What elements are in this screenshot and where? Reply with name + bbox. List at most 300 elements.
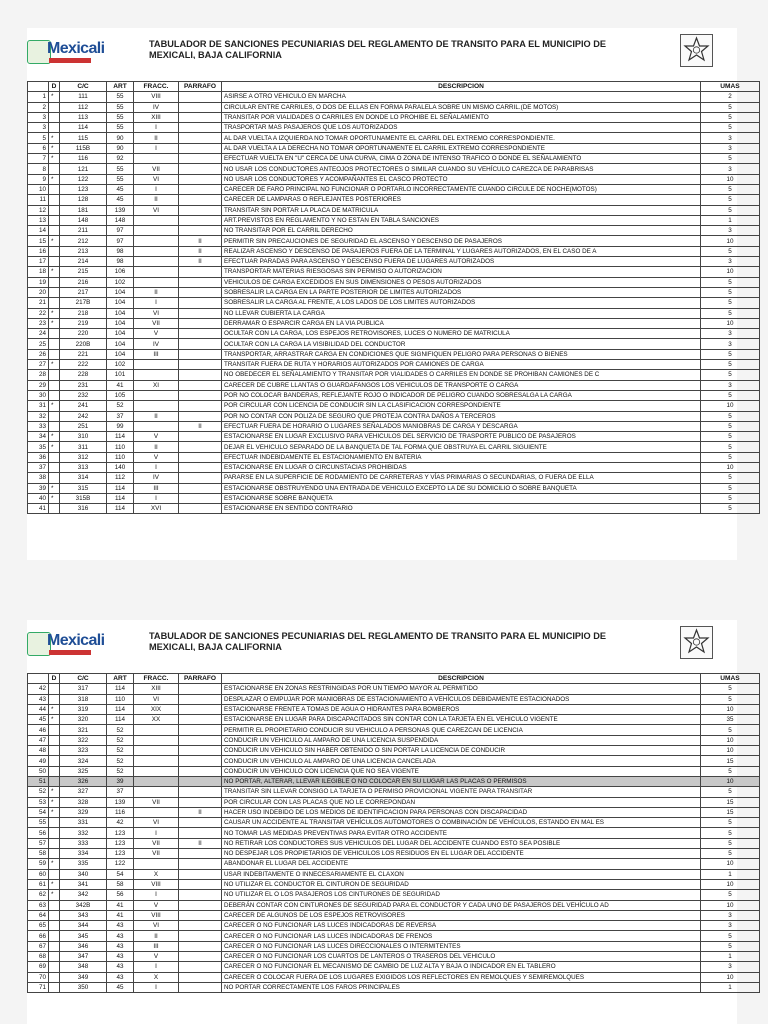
cell-cc-code: 312	[60, 452, 107, 462]
cell-article: 45	[107, 184, 134, 194]
cell-paragraph: II	[179, 257, 222, 267]
cell-d-flag	[49, 298, 60, 308]
cell-cc-code: 340	[60, 869, 107, 879]
header-description: DESCRIPCION	[222, 82, 701, 92]
cell-row-number: 8	[28, 164, 49, 174]
cell-cc-code: 112	[60, 102, 107, 112]
cell-row-number: 39	[28, 483, 49, 493]
cell-article: 37	[107, 411, 134, 421]
cell-d-flag	[49, 329, 60, 339]
cell-paragraph	[179, 195, 222, 205]
cell-description: CARECER O COLOCAR FUERA DE LOS LUGARES EXIGIDOS LOS REFLECTORES EN REMOLQUES Y SEMIREMOLQUES	[222, 972, 701, 982]
cell-cc-code: 329	[60, 807, 107, 817]
cell-umas: 5	[701, 828, 760, 838]
cell-d-flag: *	[49, 787, 60, 797]
cell-d-flag	[49, 411, 60, 421]
cell-paragraph	[179, 370, 222, 380]
cell-article: 99	[107, 421, 134, 431]
cell-d-flag: *	[49, 360, 60, 370]
mexicali-logo	[27, 36, 105, 66]
cell-umas: 3	[701, 257, 760, 267]
cell-umas: 15	[701, 756, 760, 766]
cell-article: 104	[107, 339, 134, 349]
table-row	[28, 735, 760, 745]
cell-row-number: 5	[28, 133, 49, 143]
cell-umas: 3	[701, 380, 760, 390]
cell-fraction: IV	[134, 102, 179, 112]
cell-fraction: VI	[134, 921, 179, 931]
table-row	[28, 473, 760, 483]
cell-fraction	[134, 401, 179, 411]
cell-row-number: 62	[28, 890, 49, 900]
cell-umas: 3	[701, 164, 760, 174]
cell-row-number: 44	[28, 704, 49, 714]
cell-article: 55	[107, 102, 134, 112]
cell-article: 55	[107, 164, 134, 174]
cell-umas: 3	[701, 133, 760, 143]
cell-cc-code: 219	[60, 318, 107, 328]
cell-description: OCULTAR CON LA CARGA, LOS ESPEJOS RETROVISORES, LUCES O NUMERO DE MATRICULA	[222, 329, 701, 339]
cell-cc-code: 211	[60, 226, 107, 236]
cell-description: NO USAR LOS CONDUCTORES ANTEOJOS PROTECTORES O SIMILAR CUANDO SU VEHÍCULO CAREZCA DE PARABRISAS	[222, 164, 701, 174]
cell-article: 114	[107, 715, 134, 725]
cell-cc-code: 217B	[60, 298, 107, 308]
table-row	[28, 174, 760, 184]
cell-row-number: 37	[28, 462, 49, 472]
cell-paragraph	[179, 133, 222, 143]
cell-umas: 10	[701, 859, 760, 869]
cell-d-flag: *	[49, 442, 60, 452]
cell-article: 52	[107, 401, 134, 411]
cell-umas: 5	[701, 684, 760, 694]
cell-description: CARECER O NO FUNCIONAR LAS LUCES INDICADORAS DE FRENOS	[222, 931, 701, 941]
cell-paragraph	[179, 215, 222, 225]
cell-cc-code: 345	[60, 931, 107, 941]
cell-description: USAR INDEBITAMENTE O INNECESARIAMENTE EL CLAXON	[222, 869, 701, 879]
cell-d-flag	[49, 952, 60, 962]
table-row	[28, 962, 760, 972]
cell-description: TRANSPORTAR, ARRASTRAR CARGA EN CONDICIONES QUE SIGNIFIQUEN PELIGRO PARA PERSONAS O BIENES	[222, 349, 701, 359]
cell-row-number: 40	[28, 493, 49, 503]
cell-fraction: I	[134, 493, 179, 503]
cell-description: CARECER DE LAMPARAS O REFLEJANTES POSTERIORES	[222, 195, 701, 205]
cell-d-flag: *	[49, 493, 60, 503]
cell-cc-code: 113	[60, 112, 107, 122]
cell-umas: 5	[701, 205, 760, 215]
cell-paragraph	[179, 205, 222, 215]
cell-umas: 5	[701, 123, 760, 133]
cell-row-number: 1	[28, 92, 49, 102]
cell-paragraph	[179, 931, 222, 941]
cell-article: 102	[107, 277, 134, 287]
cell-row-number: 19	[28, 277, 49, 287]
cell-fraction	[134, 215, 179, 225]
cell-umas: 5	[701, 421, 760, 431]
table-row	[28, 807, 760, 817]
table-row	[28, 684, 760, 694]
cell-description: EFECTUAR VUELTA EN "U" CERCA DE UNA CURVA, CIMA O ZONA DE INTENSO TRAFICO O DONDE EL SEÑALAMIENTO	[222, 154, 701, 164]
cell-article: 55	[107, 92, 134, 102]
table-row	[28, 421, 760, 431]
cell-cc-code: 315	[60, 483, 107, 493]
cell-fraction: VII	[134, 797, 179, 807]
cell-cc-code: 325	[60, 766, 107, 776]
cell-article: 114	[107, 704, 134, 714]
cell-paragraph	[179, 746, 222, 756]
cell-d-flag: *	[49, 308, 60, 318]
cell-d-flag	[49, 766, 60, 776]
cell-row-number: 54	[28, 807, 49, 817]
cell-article: 123	[107, 838, 134, 848]
cell-fraction	[134, 360, 179, 370]
cell-article: 43	[107, 921, 134, 931]
cell-d-flag	[49, 869, 60, 879]
cell-article: 45	[107, 982, 134, 992]
cell-article: 114	[107, 432, 134, 442]
cell-umas: 10	[701, 704, 760, 714]
cell-fraction: V	[134, 900, 179, 910]
cell-description: NO PORTAR, ALTERAR, LLEVAR ILEGIBLE O NO COLOCAR EN SU LUGAR LAS PLACAS O PERMISOS	[222, 776, 701, 786]
cell-row-number: 47	[28, 735, 49, 745]
cell-row-number: 65	[28, 921, 49, 931]
cell-paragraph	[179, 900, 222, 910]
cell-cc-code: 115	[60, 133, 107, 143]
header-fraction: FRACC.	[134, 674, 179, 684]
table-body	[28, 684, 760, 993]
cell-description: TRANSPORTAR MATERIAS RIESGOSAS SIN PERMISO O AUTORIZACION	[222, 267, 701, 277]
cell-umas: 10	[701, 174, 760, 184]
cell-d-flag: *	[49, 715, 60, 725]
cell-paragraph	[179, 849, 222, 859]
cell-article: 106	[107, 267, 134, 277]
cell-d-flag: *	[49, 890, 60, 900]
table-row	[28, 360, 760, 370]
cell-paragraph	[179, 123, 222, 133]
table-row	[28, 972, 760, 982]
table-row	[28, 941, 760, 951]
cell-fraction: II	[134, 133, 179, 143]
document-title: TABULADOR DE SANCIONES PECUNIARIAS DEL REGLAMENTO DE TRANSITO PARA EL MUNICIPIO DE MEXICALI, BAJA CALIFORNIA	[149, 39, 607, 59]
table-row	[28, 818, 760, 828]
cell-paragraph	[179, 972, 222, 982]
cell-paragraph	[179, 818, 222, 828]
cell-row-number: 18	[28, 267, 49, 277]
cell-d-flag	[49, 982, 60, 992]
cell-description: PERMITIR EL PROPIETARIO CONDUCIR SU VEHICULO A PERSONAS QUE CAREZCAN DE LICENCIA	[222, 725, 701, 735]
cell-d-flag	[49, 931, 60, 941]
cell-paragraph	[179, 694, 222, 704]
cell-fraction: IV	[134, 339, 179, 349]
cell-fraction: V	[134, 329, 179, 339]
logo-stripe	[49, 58, 91, 63]
cell-paragraph	[179, 339, 222, 349]
cell-d-flag	[49, 462, 60, 472]
cell-fraction: III	[134, 483, 179, 493]
cell-description: CARECER DE ALGUNOS DE LOS ESPEJOS RETROVISORES	[222, 910, 701, 920]
cell-d-flag	[49, 226, 60, 236]
table-row	[28, 133, 760, 143]
cell-fraction: I	[134, 890, 179, 900]
cell-article: 102	[107, 360, 134, 370]
cell-description: AL DAR VUELTA A IZQUIERDA NO TOMAR OPORTUNAMENTE EL CARRIL DEL EXTREMO CORRESPONDIENTE.	[222, 133, 701, 143]
cell-row-number: 16	[28, 246, 49, 256]
cell-cc-code: 242	[60, 411, 107, 421]
cell-fraction: II	[134, 442, 179, 452]
cell-umas: 5	[701, 941, 760, 951]
table-row	[28, 776, 760, 786]
cell-d-flag	[49, 370, 60, 380]
cell-description: NO DESPEJAR LOS PROPIETARIOS DE VEHICULOS LOS RESIDUOS EN EL LUGAR DEL ACCIDENTE	[222, 849, 701, 859]
cell-d-flag	[49, 756, 60, 766]
cell-paragraph: II	[179, 236, 222, 246]
cell-d-flag	[49, 380, 60, 390]
cell-row-number: 3	[28, 123, 49, 133]
cell-fraction: X	[134, 972, 179, 982]
cell-d-flag	[49, 694, 60, 704]
cell-d-flag	[49, 504, 60, 514]
logo-text: Mexicali	[47, 40, 105, 57]
cell-umas: 5	[701, 360, 760, 370]
cell-d-flag	[49, 421, 60, 431]
cell-fraction: II	[134, 195, 179, 205]
cell-cc-code: 321	[60, 725, 107, 735]
table-header-row	[28, 674, 760, 684]
cell-fraction	[134, 277, 179, 287]
cell-row-number: 34	[28, 432, 49, 442]
cell-article: 52	[107, 735, 134, 745]
cell-row-number: 13	[28, 215, 49, 225]
cell-paragraph	[179, 869, 222, 879]
cell-umas: 3	[701, 910, 760, 920]
cell-description: CARECER O NO FUNCIONAR LAS LUCES INDICADORAS DE REVERSA	[222, 921, 701, 931]
cell-d-flag: *	[49, 133, 60, 143]
cell-description: POR CIRCULAR CON LAS PLACAS QUE NO LE CORREPONDAN	[222, 797, 701, 807]
cell-paragraph	[179, 329, 222, 339]
table-row	[28, 952, 760, 962]
cell-fraction: III	[134, 941, 179, 951]
cell-umas: 10	[701, 236, 760, 246]
cell-d-flag	[49, 684, 60, 694]
table-row	[28, 879, 760, 889]
cell-cc-code: 316	[60, 504, 107, 514]
cell-description: CARECER DE FARO PRINCIPAL NO FUNCIONAR O PORTARLO INCORRECTAMENTE CUANDO CIRCULE DE NOCHE(MOTOS)	[222, 184, 701, 194]
cell-paragraph	[179, 910, 222, 920]
cell-article: 98	[107, 246, 134, 256]
cell-fraction: XX	[134, 715, 179, 725]
cell-paragraph	[179, 442, 222, 452]
cell-article: 54	[107, 869, 134, 879]
cell-row-number: 46	[28, 725, 49, 735]
cell-description: DESPLAZAR O EMPUJAR POR MANIOBRAS DE ESTACIONAMIENTO A VEHÍCULOS DEBIDAMENTE ESTACIONADOS	[222, 694, 701, 704]
cell-article: 45	[107, 195, 134, 205]
cell-cc-code: 241	[60, 401, 107, 411]
table-row	[28, 267, 760, 277]
cell-row-number: 35	[28, 442, 49, 452]
cell-cc-code: 121	[60, 164, 107, 174]
cell-d-flag	[49, 849, 60, 859]
cell-fraction: XVI	[134, 504, 179, 514]
cell-row-number: 56	[28, 828, 49, 838]
cell-umas: 10	[701, 267, 760, 277]
cell-fraction: XIX	[134, 704, 179, 714]
cell-d-flag	[49, 184, 60, 194]
cell-cc-code: 335	[60, 859, 107, 869]
cell-row-number: 11	[28, 195, 49, 205]
cell-paragraph	[179, 756, 222, 766]
table-row	[28, 704, 760, 714]
cell-d-flag	[49, 112, 60, 122]
cell-description: HACER USO INDEBIDO DE LOS MEDIOS DE IDENTIFICACION PARA PERSONAS CON DISCAPACIDAD	[222, 807, 701, 817]
cell-cc-code: 220	[60, 329, 107, 339]
cell-paragraph	[179, 684, 222, 694]
cell-d-flag: *	[49, 483, 60, 493]
cell-paragraph	[179, 493, 222, 503]
cell-paragraph	[179, 828, 222, 838]
cell-row-number: 58	[28, 849, 49, 859]
cell-row-number: 53	[28, 797, 49, 807]
cell-description: SOBRESALIR LA CARGA EN LA PARTE POSTERIOR DE LIMITES AUTORIZADOS	[222, 287, 701, 297]
cell-cc-code: 212	[60, 236, 107, 246]
table-row	[28, 143, 760, 153]
cell-article: 112	[107, 473, 134, 483]
table-row	[28, 900, 760, 910]
cell-row-number: 36	[28, 452, 49, 462]
cell-umas: 5	[701, 725, 760, 735]
cell-row-number: 12	[28, 205, 49, 215]
police-star-icon	[680, 34, 713, 67]
cell-d-flag	[49, 725, 60, 735]
cell-umas: 5	[701, 287, 760, 297]
cell-fraction: I	[134, 462, 179, 472]
cell-fraction: XI	[134, 380, 179, 390]
cell-cc-code: 319	[60, 704, 107, 714]
cell-cc-code: 111	[60, 92, 107, 102]
cell-d-flag	[49, 246, 60, 256]
cell-description: ESTACIONARSE OBSTRUYENDO UNA ENTRADA DE VEHICULO EXCEPTO LA DE SU DOMICILIO O SOBRE BANQUETA	[222, 483, 701, 493]
cell-description: ABANDONAR EL LUGAR DEL ACCIDENTE	[222, 859, 701, 869]
cell-umas: 10	[701, 746, 760, 756]
cell-fraction	[134, 746, 179, 756]
cell-row-number: 17	[28, 257, 49, 267]
table-row	[28, 452, 760, 462]
table-row	[28, 318, 760, 328]
cell-d-flag	[49, 818, 60, 828]
cell-row-number: 23	[28, 318, 49, 328]
cell-cc-code: 317	[60, 684, 107, 694]
cell-fraction	[134, 776, 179, 786]
cell-paragraph	[179, 483, 222, 493]
cell-article: 104	[107, 287, 134, 297]
cell-article: 52	[107, 766, 134, 776]
cell-row-number: 61	[28, 879, 49, 889]
cell-fraction	[134, 236, 179, 246]
cell-article: 43	[107, 962, 134, 972]
cell-d-flag	[49, 215, 60, 225]
cell-d-flag	[49, 102, 60, 112]
cell-cc-code: 181	[60, 205, 107, 215]
cell-d-flag: *	[49, 797, 60, 807]
cell-fraction: XIII	[134, 684, 179, 694]
cell-cc-code: 213	[60, 246, 107, 256]
page-1	[27, 28, 740, 560]
cell-umas: 5	[701, 890, 760, 900]
cell-umas: 15	[701, 797, 760, 807]
page-header	[27, 620, 737, 672]
cell-description: REALIZAR ASCENSO Y DESCENSO DE PASAJEROS FUERA DE LA TERMINAL Y LUGARES AUTORIZADOS, EN EL CASO DE A	[222, 246, 701, 256]
table-row	[28, 462, 760, 472]
cell-paragraph	[179, 143, 222, 153]
header-description: DESCRIPCION	[222, 674, 701, 684]
cell-row-number: 27	[28, 360, 49, 370]
cell-cc-code: 128	[60, 195, 107, 205]
header-umas: UMAS	[701, 674, 760, 684]
cell-paragraph	[179, 504, 222, 514]
cell-row-number: 60	[28, 869, 49, 879]
cell-paragraph	[179, 318, 222, 328]
cell-description: EFECTUAR INDEBIDAMENTE EL ESTACIONAMIENTO EN BATERIA	[222, 452, 701, 462]
cell-cc-code: 148	[60, 215, 107, 225]
cell-paragraph	[179, 952, 222, 962]
cell-row-number: 67	[28, 941, 49, 951]
cell-row-number: 14	[28, 226, 49, 236]
cell-article: 37	[107, 787, 134, 797]
cell-umas: 5	[701, 849, 760, 859]
cell-description: DEJAR EL VEHICULO SEPARADO DE LA BANQUETA DE TAL FORMA QUE OBSTRUYA EL CARRIL SIGUIENTE	[222, 442, 701, 452]
table-row	[28, 432, 760, 442]
cell-fraction: II	[134, 287, 179, 297]
cell-paragraph: II	[179, 807, 222, 817]
cell-cc-code: 122	[60, 174, 107, 184]
cell-row-number: 7	[28, 154, 49, 164]
cell-umas: 5	[701, 298, 760, 308]
page-header	[27, 28, 737, 80]
table-row	[28, 257, 760, 267]
cell-paragraph	[179, 298, 222, 308]
cell-paragraph	[179, 890, 222, 900]
cell-row-number: 30	[28, 390, 49, 400]
cell-paragraph	[179, 277, 222, 287]
cell-description: TRANSITAR POR VIALIDADES O CARRILES EN DONDE LO PROHIBE EL SEÑALAMIENTO	[222, 112, 701, 122]
cell-paragraph	[179, 184, 222, 194]
cell-d-flag: *	[49, 92, 60, 102]
cell-paragraph	[179, 879, 222, 889]
cell-article: 148	[107, 215, 134, 225]
cell-cc-code: 314	[60, 473, 107, 483]
mexicali-logo	[27, 628, 105, 658]
cell-umas: 5	[701, 931, 760, 941]
cell-umas: 2	[701, 92, 760, 102]
cell-fraction: X	[134, 869, 179, 879]
cell-description: CARECER O NO FUNCIONAR LOS CUARTOS DE LANTEROS O TRASEROS DEL VEHICULO	[222, 952, 701, 962]
cell-umas: 15	[701, 807, 760, 817]
cell-fraction	[134, 257, 179, 267]
cell-fraction: V	[134, 952, 179, 962]
cell-paragraph	[179, 102, 222, 112]
cell-paragraph	[179, 226, 222, 236]
cell-umas: 10	[701, 972, 760, 982]
cell-description: TRANSITAR SIN LLEVAR CONSIGO LA TARJETA O PERMISO PROVICIONAL VIGENTE PARA TRANSITAR	[222, 787, 701, 797]
cell-row-number: 41	[28, 504, 49, 514]
cell-cc-code: 116	[60, 154, 107, 164]
table-row	[28, 184, 760, 194]
cell-article: 104	[107, 318, 134, 328]
cell-umas: 1	[701, 982, 760, 992]
logo-text: Mexicali	[47, 632, 105, 649]
cell-umas: 5	[701, 411, 760, 421]
cell-row-number: 43	[28, 694, 49, 704]
cell-article: 98	[107, 257, 134, 267]
cell-d-flag	[49, 452, 60, 462]
